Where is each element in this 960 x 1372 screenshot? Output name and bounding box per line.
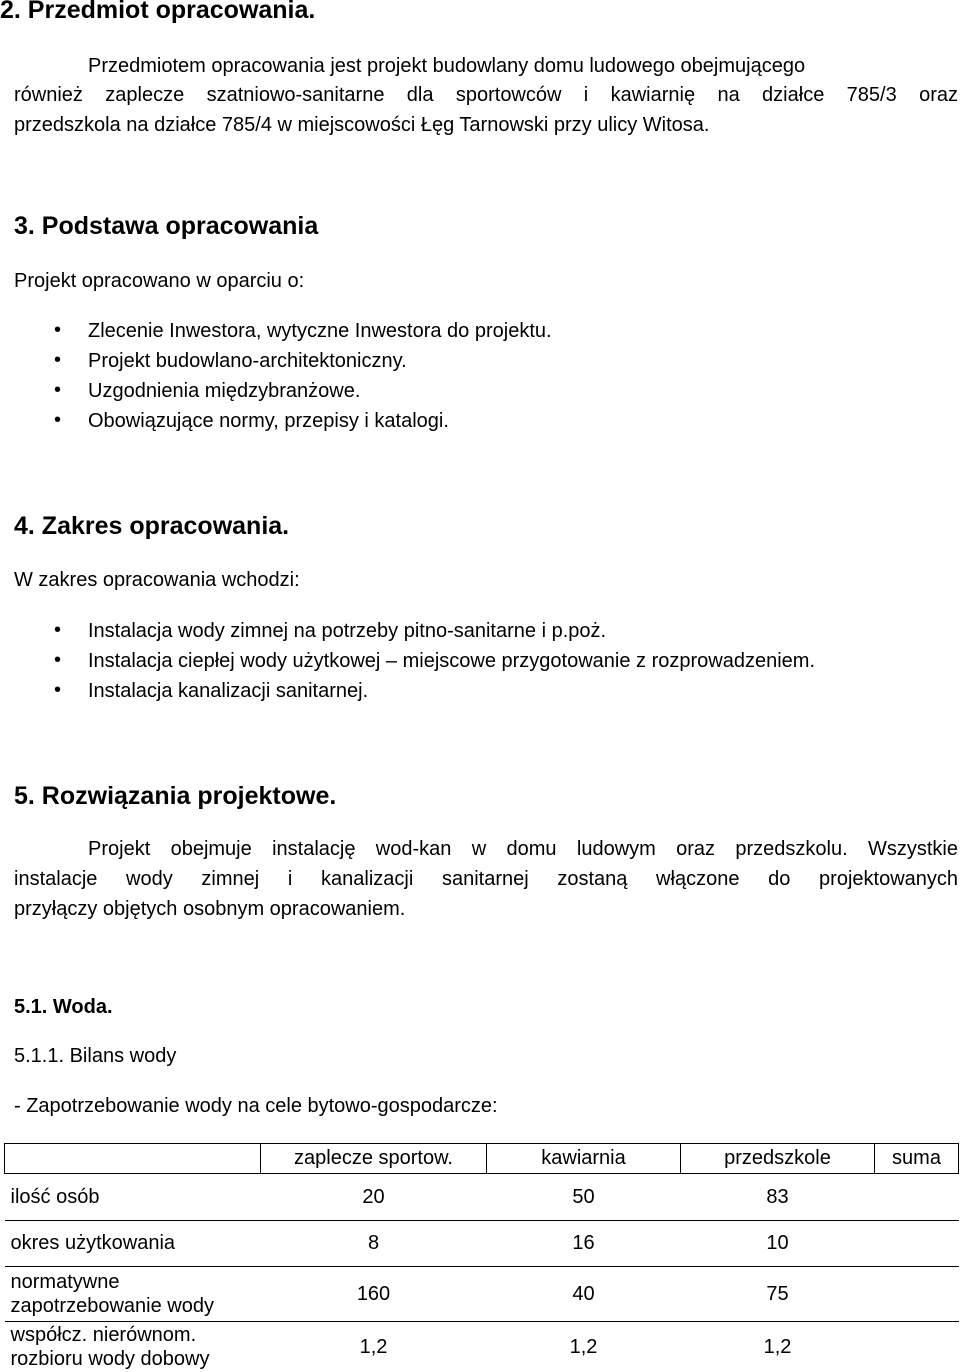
table-cell: 8 bbox=[261, 1221, 487, 1267]
list-item: Uzgodnienia międzybranżowe. bbox=[88, 380, 360, 403]
bullet-icon: • bbox=[54, 649, 61, 672]
section-3-heading: 3. Podstawa opracowania bbox=[14, 212, 318, 241]
bullet-icon: • bbox=[54, 679, 61, 702]
table-cell: 50 bbox=[487, 1174, 681, 1221]
table-cell: 20 bbox=[261, 1174, 487, 1221]
table-cell: 1,2 bbox=[487, 1322, 681, 1372]
table-row bbox=[5, 1322, 959, 1372]
section-5-paragraph-line-1: Projekt obejmuje instalację wod-kan w domu ludowym oraz przedszkolu. Wszystkie bbox=[88, 838, 958, 861]
list-item: Zlecenie Inwestora, wytyczne Inwestora do projektu. bbox=[88, 320, 552, 343]
table-row-label: ilość osób bbox=[5, 1174, 261, 1221]
bullet-icon: • bbox=[54, 349, 61, 372]
table-cell: 16 bbox=[487, 1221, 681, 1267]
table-row-label: normatywne zapotrzebowanie wody bbox=[5, 1267, 261, 1322]
table-cell: 160 bbox=[261, 1267, 487, 1322]
list-item: Instalacja wody zimnej na potrzeby pitno-sanitarne i p.poż. bbox=[88, 620, 606, 643]
table-cell: 83 bbox=[681, 1174, 875, 1221]
bullet-icon: • bbox=[54, 319, 61, 342]
section-5-paragraph-line-3: przyłączy objętych osobnym opracowaniem. bbox=[14, 898, 405, 921]
section-2-heading: 2. Przedmiot opracowania. bbox=[0, 0, 315, 25]
table-cell: 40 bbox=[487, 1267, 681, 1322]
table-cell: 1,2 bbox=[261, 1322, 487, 1372]
table-cell: 75 bbox=[681, 1267, 875, 1322]
table-row-label: współcz. nierównom. rozbioru wody dobowy bbox=[5, 1322, 261, 1372]
table-header-cell: zaplecze sportow. bbox=[261, 1144, 487, 1174]
section-5-heading: 5. Rozwiązania projektowe. bbox=[14, 782, 336, 811]
bullet-icon: • bbox=[54, 379, 61, 402]
list-item: Obowiązujące normy, przepisy i katalogi. bbox=[88, 410, 449, 433]
section-5-1-1-heading: 5.1.1. Bilans wody bbox=[14, 1045, 176, 1068]
section-2-paragraph-line-3: przedszkola na działce 785/4 w miejscowości Łęg Tarnowski przy ulicy Witosa. bbox=[14, 114, 709, 137]
table-header-cell: kawiarnia bbox=[487, 1144, 681, 1174]
table-cell bbox=[875, 1221, 959, 1267]
table-header-row bbox=[5, 1144, 959, 1174]
table-header-cell: suma bbox=[875, 1144, 959, 1174]
water-balance-table bbox=[4, 1143, 959, 1372]
table-header-cell bbox=[5, 1144, 261, 1174]
table-cell: 10 bbox=[681, 1221, 875, 1267]
table-cell bbox=[875, 1174, 959, 1221]
list-item: Instalacja ciepłej wody użytkowej – miejscowe przygotowanie z rozprowadzeniem. bbox=[88, 650, 815, 673]
section-5-1-heading: 5.1. Woda. bbox=[14, 996, 113, 1019]
table-cell bbox=[875, 1267, 959, 1322]
bullet-icon: • bbox=[54, 409, 61, 432]
list-item: Instalacja kanalizacji sanitarnej. bbox=[88, 680, 368, 703]
table-row bbox=[5, 1174, 959, 1221]
water-demand-note: - Zapotrzebowanie wody na cele bytowo-gospodarcze: bbox=[14, 1095, 498, 1118]
section-3-intro: Projekt opracowano w oparciu o: bbox=[14, 270, 304, 293]
section-5-paragraph-line-2: instalacje wody zimnej i kanalizacji sanitarnej zostaną włączone do projektowanych bbox=[14, 868, 958, 891]
list-item: Projekt budowlano-architektoniczny. bbox=[88, 350, 407, 373]
section-2-paragraph-line-2: również zaplecze szatniowo-sanitarne dla sportowców i kawiarnię na działce 785/3 oraz bbox=[14, 84, 958, 107]
section-2-paragraph-line-1: Przedmiotem opracowania jest projekt budowlany domu ludowego obejmującego bbox=[88, 55, 805, 78]
table-row bbox=[5, 1221, 959, 1267]
section-4-intro: W zakres opracowania wchodzi: bbox=[14, 569, 300, 592]
table-row bbox=[5, 1267, 959, 1322]
table-cell: 1,2 bbox=[681, 1322, 875, 1372]
table-header-cell: przedszkole bbox=[681, 1144, 875, 1174]
bullet-icon: • bbox=[54, 619, 61, 642]
table-row-label: okres użytkowania bbox=[5, 1221, 261, 1267]
section-4-heading: 4. Zakres opracowania. bbox=[14, 512, 289, 541]
table-cell bbox=[875, 1322, 959, 1372]
